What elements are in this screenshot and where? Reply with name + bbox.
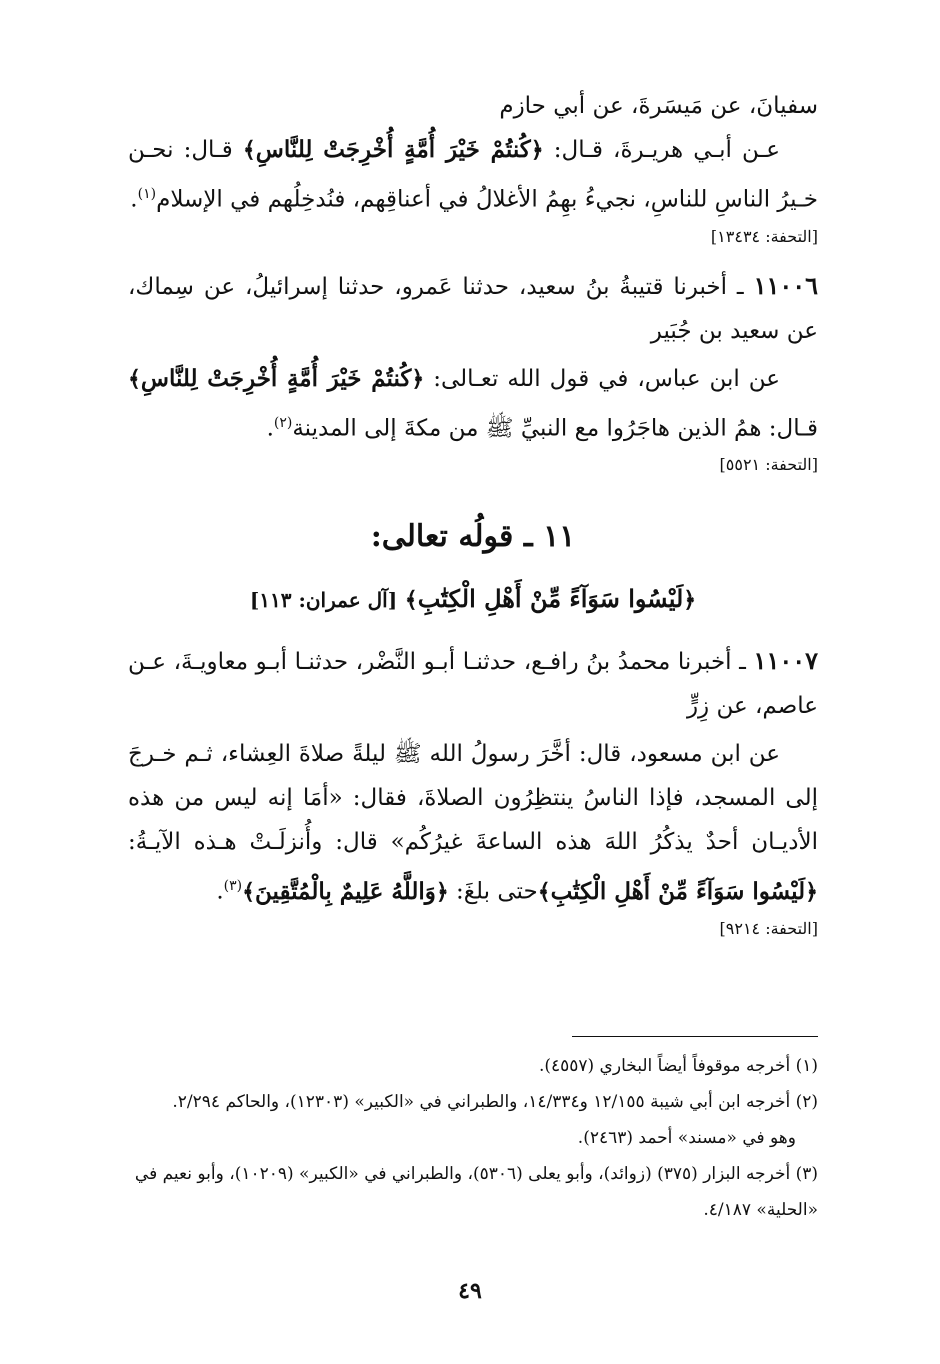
- page-number: ٤٩: [458, 1278, 482, 1304]
- hadith-text: عن ابن عباس، في قول الله تعـالى: ﴿كُنتُمْ خَيْرَ أُمَّةٍ أُخْرِجَتْ لِلنَّاسِ﴾ قـال: همُ الذين هاجَرُوا مع النبيِّ ﷺ من مكةَ إلى المدينة$^{(٢)}$.: [128, 364, 818, 442]
- hadith-chain: [128, 639, 818, 728]
- hadith-text: عـن أبـي هريـرةَ، قـال: ﴿كُنتُمْ خَيْرَ أُمَّةٍ أُخْرِجَتْ لِلنَّاسِ﴾ قـال: نحـن خـيرُ الناسِ للناسِ، نجيءُ بهِمُ الأغلالُ في أعناقِهم، فنُدخِلُهم في الإسلام$^{(١)}$.: [128, 136, 818, 213]
- hadith-text: عن ابن مسعود، قال: أخَّرَ رسولُ الله ﷺ ليلةً صلاةَ العِشاء، ثـم خـرجَ إلى المسجد، فإذا الناسُ ينتظِرُون الصلاةَ، فقال: «أمَا إنه ليس من هذه الأديـان أحدٌ يذكُرُ اللهَ هذه الساعةَ غيرُكُم» قال: وأُنزلَـتْ هـذه الآيـةُ: ﴿لَيْسُوا سَوَآءً مِّنْ أَهْلِ الْكِتَٰبِ﴾حتى بلغَ: ﴿وَاللَّهُ عَلِيمٌ بِالْمُتَّقِينَ﴾$^{(٣)}$.: [128, 741, 818, 905]
- footnote-1: (١) أخرجه موقوفاً أيضاً البخاري (٤٥٥٧).: [538, 1056, 818, 1076]
- footnote-separator: [572, 1036, 818, 1037]
- hadith-chain-text: ـ أخبرنا قتيبةُ بنُ سعيد، حدثنا عَمرو، حدثنا إسرائيلُ، عن سِماك، عن سعيد بن جُبَير: [128, 273, 818, 344]
- quran-verse: ﴿كُنتُمْ خَيْرَ أُمَّةٍ أُخْرِجَتْ لِلنَّاسِ﴾: [242, 136, 544, 163]
- chapter-verse-line: [128, 574, 818, 625]
- verse-citation: [آل عمران: ١١٣]: [249, 588, 398, 613]
- hadith-text-part1: عن ابن مسعود، قال: أخَّرَ رسولُ الله ﷺ ليلةً صلاةَ العِشاء، ثـم خـرجَ إلى المسجد، فإذا الناسُ ينتظِرُون الصلاةَ، فقال: «أمَا إنه ليس من هذه الأديـان أحدٌ يذكُرُ اللهَ هذه الساعةَ غيرُكُم» قال: وأُنزلَـتْ هـذه الآيـةُ:: [128, 741, 818, 856]
- footnotes: [128, 1048, 818, 1228]
- hadith-number: ١١٠٠٦: [753, 270, 819, 300]
- tuhfa-reference: [التحفة: ١٣٤٣٤]: [710, 226, 818, 246]
- tuhfa-reference: [التحفة: ٩٢١٤]: [719, 918, 818, 938]
- hadith-number: ١١٠٠٧: [753, 646, 818, 676]
- footnote-2: (٢) أخرجه ابن أبي شيبة ١٢/١٥٥ و١٤/٣٣٤، والطبراني في «الكبير» (١٢٣٠٣)، والحاكم ٢/٢٩٤.: [172, 1092, 818, 1112]
- hadith-chain-end: سفيانَ، عن مَيسَرةَ، عن أبي حازم: [499, 93, 818, 119]
- hadith-text-before-verse: عـن أبـي هريـرةَ، قـال:: [553, 137, 781, 163]
- tuhfa-reference: [التحفة: ٥٥٢١]: [719, 455, 818, 475]
- footnote-marker[interactable]: (١): [137, 186, 157, 202]
- quran-verse: ﴿لَيْسُوا سَوَآءً مِّنْ أَهْلِ الْكِتَٰبِ﴾: [404, 584, 697, 614]
- chapter-title: ١١ ـ قولُه تعالى:: [370, 519, 576, 555]
- footnote-marker[interactable]: (٣): [223, 878, 243, 895]
- hadith-text-after-verse: قـال: همُ الذين هاجَرُوا مع النبيِّ ﷺ من مكةَ إلى المدينة: [292, 415, 818, 442]
- main-text: [128, 84, 818, 942]
- hadith-chain-text: ـ أخبرنا محمدُ بنُ رافـع، حدثنـا أبـو النَّضْر، حدثنـا أبـو معاويـةَ، عـن عاصم، عن زِرٍّ: [128, 649, 818, 720]
- quran-verse: ﴿لَيْسُوا سَوَآءً مِّنْ أَهْلِ الْكِتَٰبِ﴾: [537, 877, 818, 905]
- hadith-text-after-verse: قـال: نحـن خـيرُ الناسِ للناسِ، نجيءُ بهِمُ الأغلالُ في أعناقِهم، فنُدخِلُهم في الإسلام: [128, 137, 818, 213]
- footnote-2-continuation: وهو في «مسند» أحمد (٢٤٦٣).: [577, 1128, 796, 1148]
- footnote-3: (٣) أخرجه البزار (٣٧٥) (زوائد)، وأبو يعلى (٥٣٠٦)، والطبراني في «الكبير» (١٠٢٠٩)، وأبو نعيم في «الحلية» ٤/١٨٧.: [134, 1164, 818, 1220]
- hadith-text-part2: حتى بلغَ:: [456, 878, 538, 905]
- footnote-marker[interactable]: (٢): [273, 414, 293, 431]
- hadith-text-before-verse: عن ابن عباس، في قول الله تعـالى:: [433, 365, 781, 392]
- hadith-chain: [128, 264, 818, 353]
- quran-verse: ﴿وَاللَّهُ عَلِيمٌ بِالْمُتَّقِينَ﴾: [242, 877, 449, 905]
- quran-verse: ﴿كُنتُمْ خَيْرَ أُمَّةٍ أُخْرِجَتْ لِلنَّاسِ﴾: [128, 364, 425, 392]
